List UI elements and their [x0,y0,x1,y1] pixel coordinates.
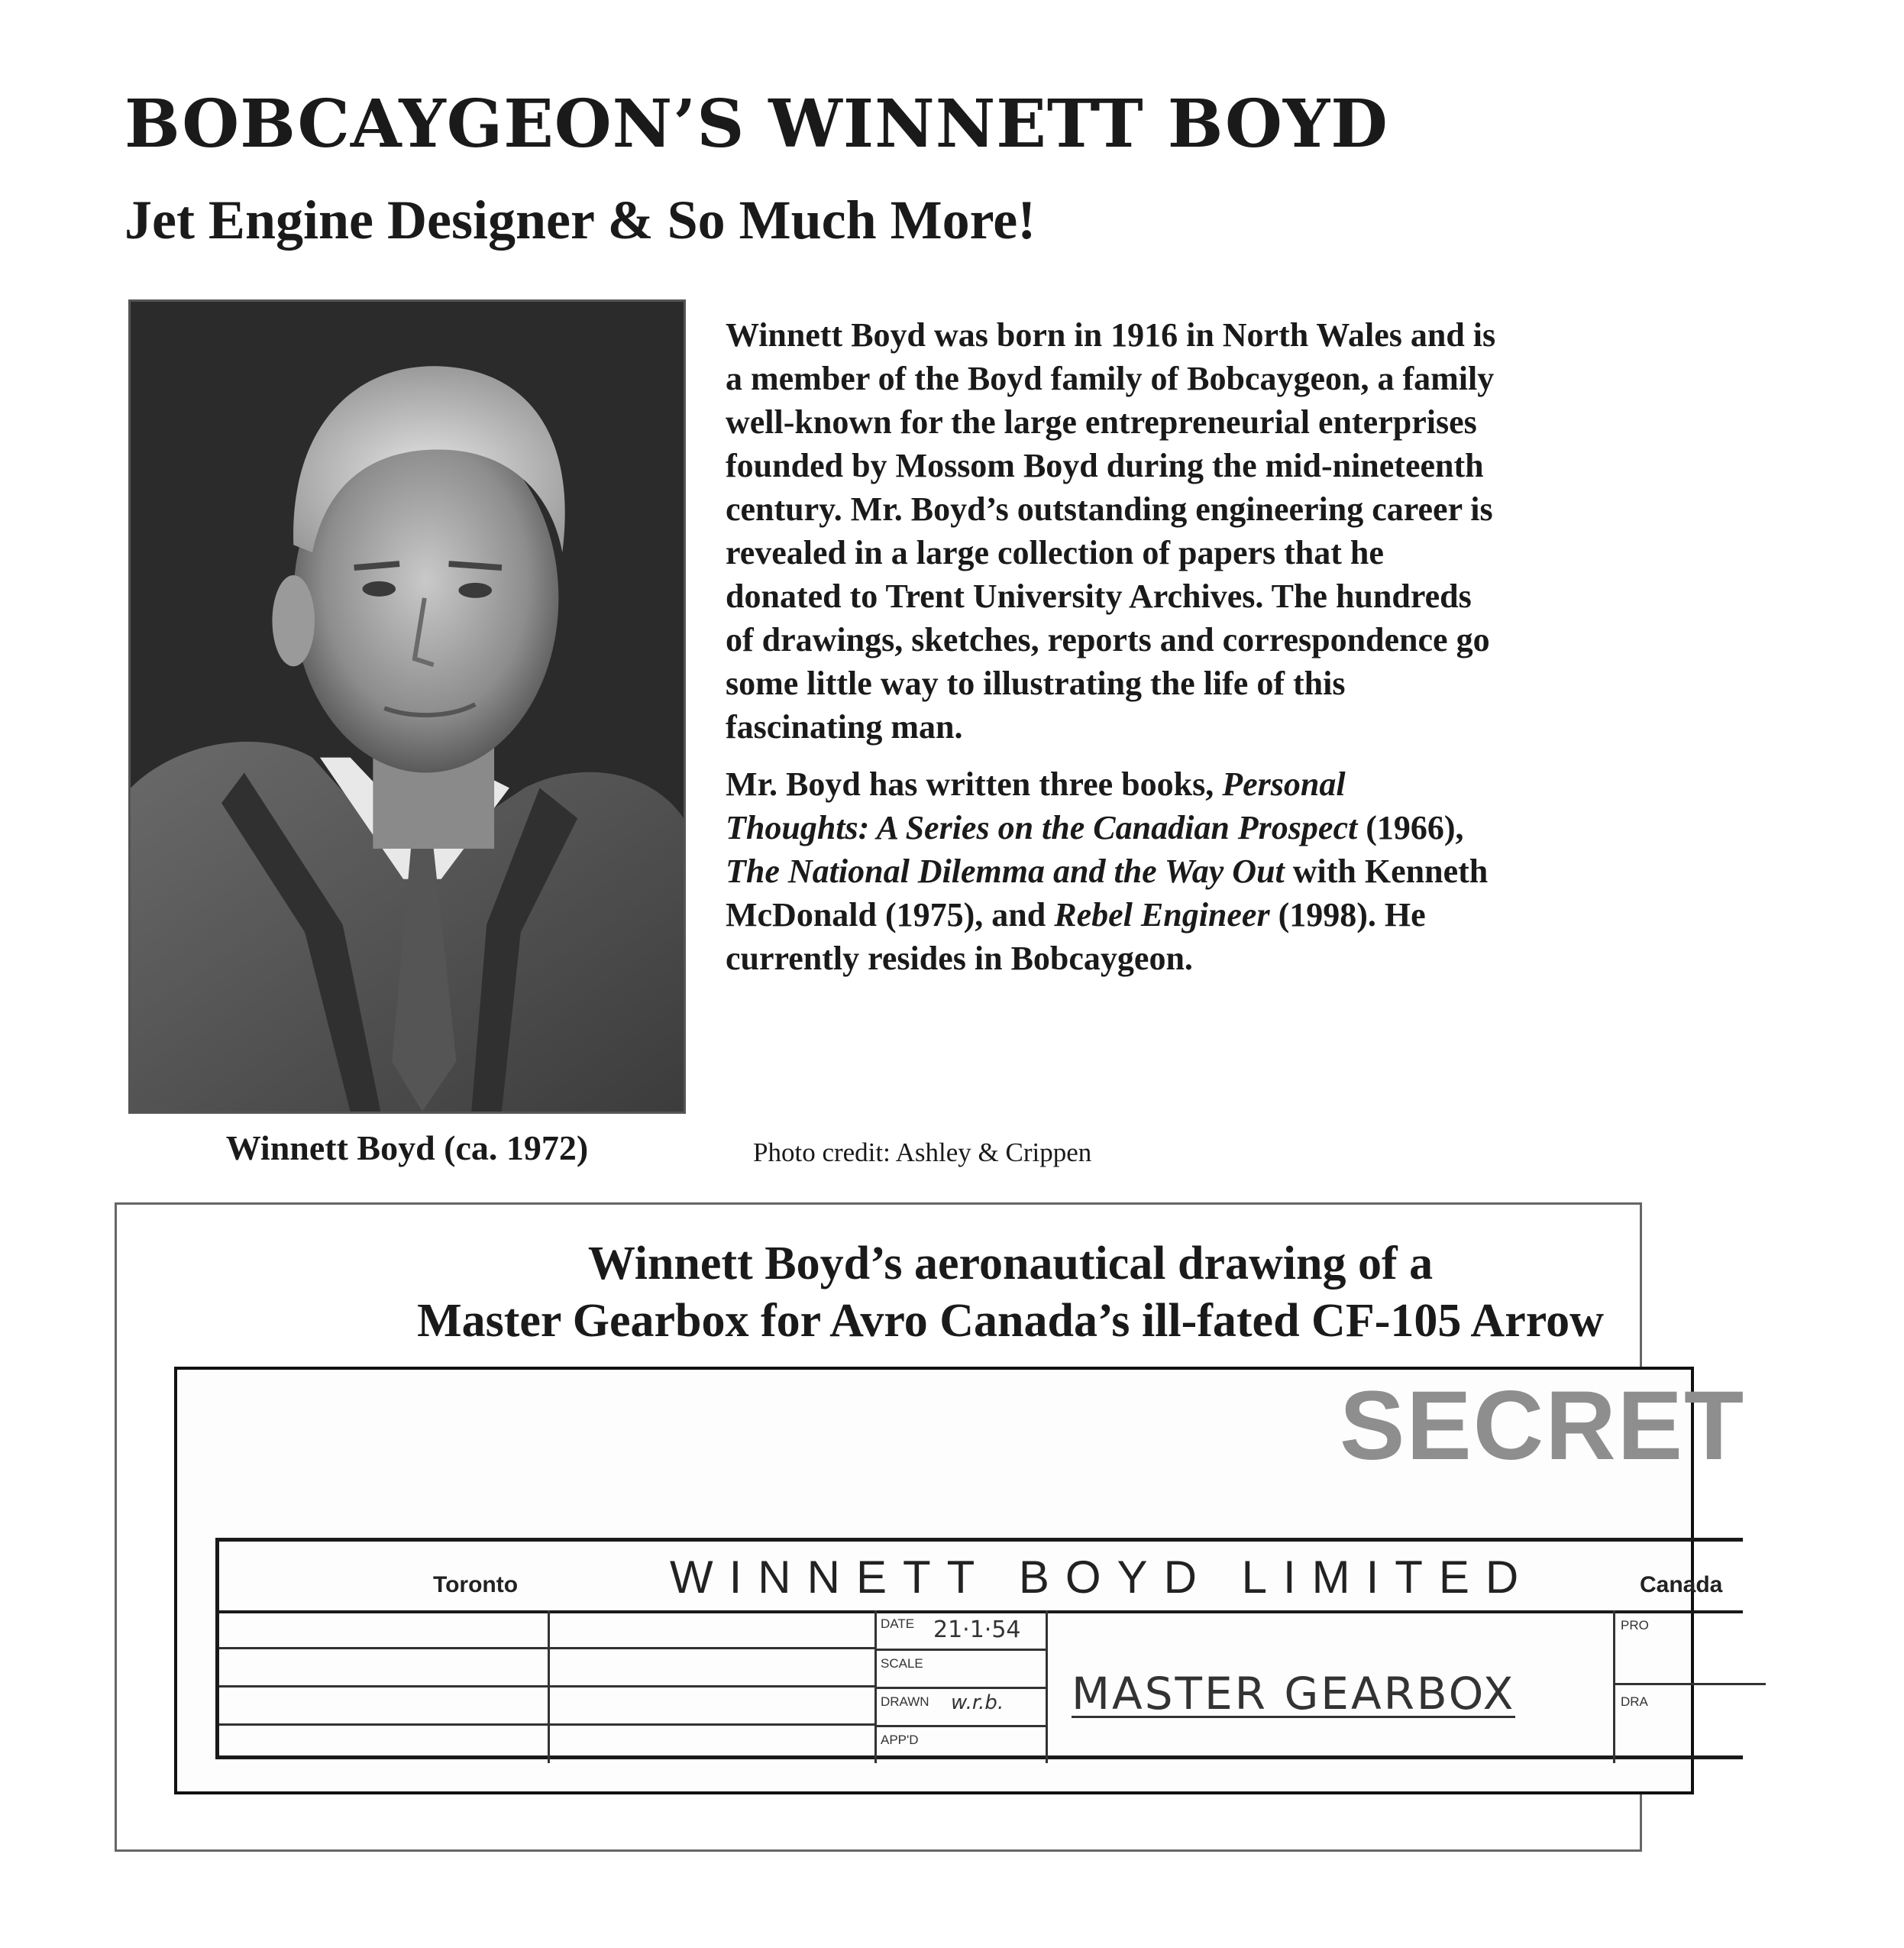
title-block-city: Toronto [433,1572,519,1597]
appd-label: APP'D [881,1733,919,1747]
bio-text: (1998). He currently resides in Bobcaygeon. [726,896,1426,977]
bio-text: Mr. Boyd has written three books, [726,765,1223,803]
biography [726,313,1497,994]
drawn-value: w.r.b. [951,1691,1004,1714]
book-title-3: Rebel Engineer [1054,896,1270,934]
page-subtitle: Jet Engine Designer & So Much More! [124,189,1036,251]
title-block-divider [219,1610,1743,1613]
portrait-photo [128,299,686,1114]
pro-label: PRO [1621,1618,1649,1633]
drawn-label: DRAWN [881,1694,929,1709]
info-row-line [874,1649,1046,1651]
title-block-country: Canada [1640,1572,1723,1597]
revision-col-line [548,1610,550,1763]
secret-stamp: SECRET [1340,1371,1746,1480]
bio-paragraph-1: Winnett Boyd was born in 1916 in North Wales and is a member of the Boyd family of Bobcaygeon, a family well-known for the large entrepreneurial enterprises founded by Mossom Boyd during the mid-nineteenth century. Mr. Boyd’s outstanding engineering career is revealed in a large collection of papers that he donated to Trent University Archives. The hundreds of drawings, sketches, reports and correspondence go some little way to illustrating the life of this fascinating man. [726,316,1496,746]
engineering-drawing [174,1367,1746,1794]
date-label: DATE [881,1616,915,1631]
bio-text: with Kenneth McDonald (1975), and [726,853,1489,934]
date-value: 21·1·54 [933,1616,1021,1643]
bio-text: (1966), [1357,809,1464,846]
drawing-panel [115,1202,1746,1852]
drawing-title-line-2: Master Gearbox for Avro Canada’s ill-fated CF-105 Arrow [417,1295,1604,1347]
page-title: BOBCAYGEON’S WINNETT BOYD [124,86,1388,163]
drawing-title-block [215,1538,1743,1759]
info-row-line [874,1687,1046,1689]
drawing-panel-title [117,1235,1904,1350]
dra-label: DRA [1621,1694,1648,1709]
info-col-line [1046,1610,1048,1763]
book-title-1: Personal Thoughts: A Series on the Canadian Prospect [726,765,1358,846]
right-col-line [1613,1610,1615,1763]
bio-paragraph-2 [726,762,1497,980]
right-row-line [1613,1683,1766,1685]
part-name: MASTER GEARBOX [1072,1668,1516,1720]
photo-caption: Winnett Boyd (ca. 1972) [225,1128,589,1167]
photo-credit: Photo credit: Ashley & Crippen [753,1137,1092,1167]
title-block-company: WINNETT BOYD LIMITED [670,1552,1535,1603]
scale-label: SCALE [881,1656,923,1671]
drawing-title-line-1: Winnett Boyd’s aeronautical drawing of a [587,1238,1434,1289]
info-row-line [874,1725,1046,1727]
book-title-2: The National Dilemma and the Way Out [726,853,1285,890]
portrait-illustration [131,302,684,1112]
